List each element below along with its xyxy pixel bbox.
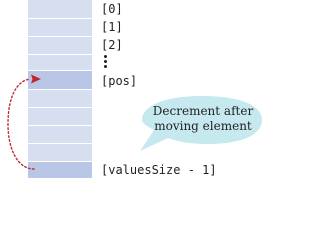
callout-line-2: moving element: [154, 119, 252, 133]
index-label-0: [0]: [101, 2, 123, 16]
callout-line-1: Decrement after: [152, 104, 254, 118]
index-label-pos: [pos]: [101, 74, 138, 88]
ellipsis-dots: [104, 54, 108, 68]
index-label-last: [valuesSize - 1]: [101, 163, 217, 177]
index-label-1: [1]: [101, 20, 123, 34]
index-label-2: [2]: [101, 38, 123, 52]
callout-text: [148, 104, 258, 134]
move-arrow: [0, 0, 60, 179]
